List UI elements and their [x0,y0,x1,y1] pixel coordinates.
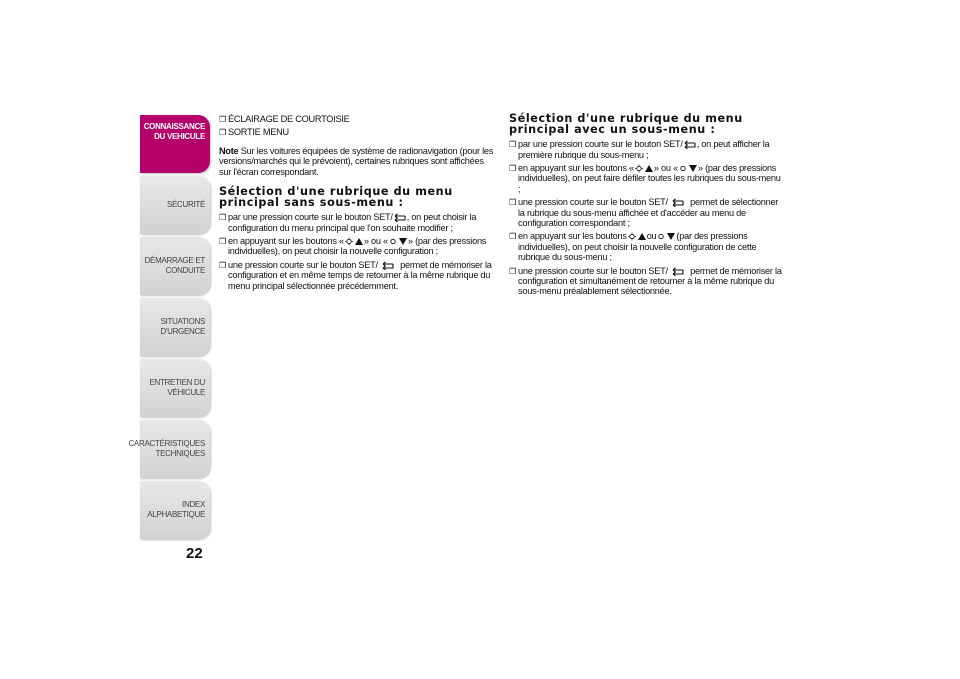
chapter-tab[interactable] [140,115,210,173]
list-item-text: ou [646,231,657,242]
list-item-text: par une pression courte sur le bouton SET/ [228,212,393,223]
right-column [509,114,783,300]
list-item-text: une pression courte sur le bouton SET/ [518,265,668,276]
page-number: 22 [186,545,203,562]
checkbox-bullet-icon: ❒ [509,232,516,242]
list-item-text: une pression courte sur le bouton SET/ [518,197,668,208]
list-item-text: en appuyant sur les boutons [518,231,627,242]
list-item-text: » (par des pressions individuelles), on peut choisir la nouvelle configuration ; [228,236,487,257]
chapter-tab[interactable] [140,359,210,417]
chapter-tab-label-line: ENTRETIEN DU [149,378,205,387]
chapter-tab-label [147,500,205,520]
return-arrow-icon [378,261,398,270]
chapter-tab-label [167,200,205,210]
return-arrow-icon [668,267,688,276]
list-item-text: permet de sélectionner la rubrique du sous-menu affichée et d'accéder au menu de configuration correspondant ; [518,197,779,229]
checkbox-bullet-icon: ❒ [219,213,226,223]
chapter-tab-label [145,256,205,276]
list-item-text: une pression courte sur le bouton SET/ [228,259,378,270]
list-item [509,197,783,228]
list-item-text: permet de mémoriser la configuration et en même temps de retourner à la même rubrique du menu principal sélectionnée précédemment. [228,259,492,291]
list-item-text: (par des pressions individuelles), on peut choisir la nouvelle configuration de cette rubrique du sous-menu ; [518,231,757,263]
chapter-tab-label [149,378,205,398]
brightness-down-icon [656,232,676,241]
checkbox-bullet-icon: ❒ [219,115,226,124]
list-item-text: , on peut afficher la première rubrique du sous-menu ; [518,139,770,160]
return-arrow-icon [393,213,407,222]
list-item-text: » ou « [653,163,678,173]
section-heading: Sélection d'une rubrique du menu principal avec un sous-menu : [509,112,743,136]
chapter-tab-label-line: CONDUITE [165,266,205,275]
list-item-text: par une pression courte sur le bouton SET/ [518,139,683,150]
list-item-text: en appuyant sur les boutons « [518,163,634,173]
chapter-tab-label-line: CARACTÉRISTIQUES [128,439,205,448]
section-heading: Sélection d'une rubrique du menu principal sans sous-menu : [219,185,453,209]
list-item-text: ÉCLAIRAGE DE COURTOISIE [228,114,350,124]
chapter-tab-label-line: CONNAISSANCE [143,122,205,132]
list-item [219,127,494,137]
brightness-up-icon [634,164,654,173]
chapter-tab-label-line: SÉCURITÉ [166,200,205,209]
brightness-down-icon [388,237,408,246]
return-arrow-icon [668,198,688,207]
chapter-tab[interactable] [140,176,210,234]
chapter-tab-label-line: SITUATIONS [160,317,205,326]
checkbox-bullet-icon: ❒ [509,164,516,173]
checkbox-bullet-icon: ❒ [509,198,516,208]
list-item [219,212,494,233]
list-item [509,231,783,262]
list-item-text: , on peut choisir la configuration du menu principal que l'on souhaite modifier ; [228,212,477,233]
list-item [509,163,783,194]
chapter-tab[interactable] [140,298,210,356]
checkbox-bullet-icon: ❒ [509,266,516,276]
checkbox-bullet-icon: ❒ [509,140,516,150]
chapter-tab-label-line: TECHNIQUES [155,449,205,458]
list-item-text: » ou « [363,236,388,247]
note-label: Note [219,145,239,156]
brightness-up-icon [344,237,364,246]
chapter-tab-label-line: ALPHABETIQUE [147,510,205,519]
chapter-tab[interactable] [140,481,210,539]
list-item-text: » (par des pressions individuelles), on peut faire défiler toutes les rubriques du sous-menu ; [518,163,781,194]
list-item [509,266,783,297]
chapter-tab-label [144,122,205,142]
note-paragraph [219,146,494,177]
list-item [509,139,783,160]
list-item [219,260,494,291]
chapter-tab[interactable] [128,420,210,478]
chapter-tab-label [160,317,205,337]
return-arrow-icon [683,140,697,149]
checkbox-bullet-icon: ❒ [219,260,226,270]
chapter-tab-label-line: DU VEHICULE [154,132,205,142]
list-item [219,236,494,257]
chapter-tab-label-line: DÉMARRAGE ET [144,256,205,265]
list-item-text: permet de mémoriser la configuration et simultanément de retourner à la même rubrique du sous-menu préalablement sélectionnée. [518,265,782,297]
chapter-tab[interactable] [140,237,210,295]
chapter-tab-label-line: D'URGENCE [160,327,205,336]
chapter-tab-label-line: INDEX [182,500,205,509]
list-item [219,114,494,124]
brightness-up-icon [627,232,647,241]
brightness-down-icon [678,164,698,173]
checkbox-bullet-icon: ❒ [219,237,226,247]
chapter-tab-label-line: VÉHICULE [167,388,205,397]
chapter-tab-label [128,439,205,459]
checkbox-bullet-icon: ❒ [219,128,226,138]
chapter-sidebar [128,115,212,542]
list-item-text: en appuyant sur les boutons « [228,236,344,247]
list-item-text: SORTIE MENU [228,127,289,138]
left-column [219,114,494,294]
note-text: Sur les voitures équipées de système de radionavigation (pour les versions/marchés qui le prévoient), certaines rubriques sont affichées sur l'écran correspondant. [219,145,494,177]
